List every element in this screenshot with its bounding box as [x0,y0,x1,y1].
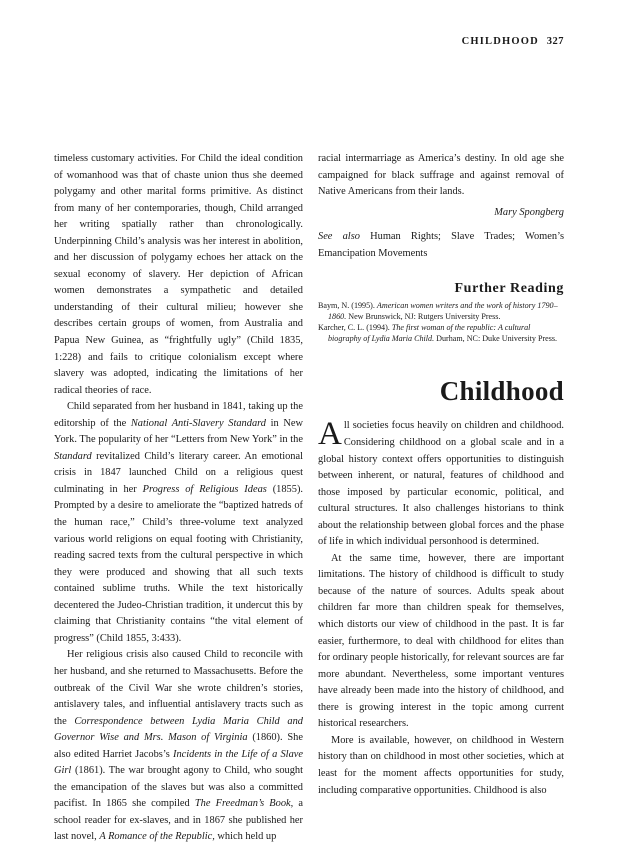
italic-title: The first woman of the republic: A cultural biography of Lydia Maria Child. [328,322,531,343]
running-head-title: CHILDHOOD [461,36,539,47]
text-run: (1860). She also edited Harriet Jacobs’s [54,732,303,760]
paragraph [318,418,564,550]
paragraph: timeless customary activities. For Child the ideal condition of womanhood was that of chaste union thus she deemed polygamy and other marital forms primitive. As distinct from many of her contemporaries, though, Child arranged her writing spatially rather than chronologically. Underpinning Child’s analysis was her interest in abolition, and her discussion of polygamy echoes her attack on the sexual economy of slavery. Her depiction of African women demonstrates a sympathetic and detailed understanding of their cultural milieu; however she describes certain groups of women, from Australia and Papua New Guinea, as “frightfully ugly” (Child 1835, 1:228) and fails to critique colonialism except where slavery was adopted, indicating the limitations of her radical theories of race. [54,153,303,396]
author-signature: Mary Spongberg [494,206,564,218]
text-run: Her religious crisis also caused Child to reconcile with her husband, and she returned to Massachusetts. Before the outbreak of the Civil War she wrote children’s stories, antislavery tales, and influential antislavery tracts such as the [54,649,303,727]
italic-title: Standard [54,450,92,462]
left-column [54,151,303,846]
paragraph: racial intermarriage as America’s destiny. In old age she campaigned for black suffrage and against removal of Native Americans from their lands. [318,153,564,198]
italic-title: American women writers and the work of history 1790–1860. [328,301,558,322]
italic-title: Incidents in the Life of a Slave Girl [54,748,303,777]
see-also [318,229,564,262]
text-run: which held up [214,831,277,843]
page-number: 327 [546,36,564,47]
running-head [462,36,564,47]
right-column [318,151,564,799]
italic-title: National Anti-Slavery Standard [130,417,266,429]
article-title: Childhood [439,376,564,407]
text-run: (1855). Prompted by a desire to ameliorate the “baptized hatreds of the human race,” Child’s three-volume text analyzed various world religions on equal footing with Christianity, reading sacred texts from the cultural perspective in which they were produced and showing that all such texts contained sublime truths. While the text historically decentered the Judeo-Christian tradition, it undercut this by claiming that Christianity contains “the vital element of progress” (Child 1855, 3:433). [54,483,303,644]
text-run: ll societies focus heavily on children and childhood. Considering childhood on a global scale and in a global history context offers opportunities to distinguish between inherent, or natural, features of childhood and those imposed by particular economic, political, and cultural structures. It also challenges historians to think about the relationship between global forces and the phase of life in which individual personhood is determined. [318,420,564,548]
drop-cap: A [318,416,342,453]
reference-list [318,301,564,344]
paragraph [54,647,303,846]
text-run: revitalized Child’s literary career. An emotional crisis in 1847 launched Child on a religious quest culminating in her [54,450,303,495]
italic-title: Correspondence between Lydia Maria Child and Governor Wise and Mrs. Mason of Virginia [54,715,304,744]
further-reading-heading: Further Reading [454,281,564,297]
text-run: Child separated from her husband in 1841, taking up the editorship of the [54,401,303,429]
reference-item [318,323,564,345]
italic-title: The Freedman’s Book, [194,798,294,810]
text-run: Durham, NC: Duke University Press. [434,333,558,343]
see-also-label: See also [318,231,360,243]
paragraph: At the same time, however, there are important limitations. The history of childhood is difficult to study because of the nature of sources. Adults speak about children far more than children speak for themselves, which distorts our view of childhood in the past. It is far easier, furthermore, to deal with childhood for elites than for ordinary people historically, for relevant sources are far more abundant. Nevertheless, some important ventures have already been made into the history of childhood, and there is growing interest in the topic among current historical researchers. [318,552,564,730]
paragraph [54,399,303,647]
text-run: a school reader for ex-slaves, and in 1867 she published her last novel, [54,798,303,843]
italic-title: A Romance of the Republic, [99,831,215,843]
text-run: (1861). The war brought agony to Child, who sought the emancipation of the slaves but was also a committed pacifist. In 1865 she compiled [54,765,303,810]
italic-title: Progress of Religious Ideas [142,483,267,495]
text-run: Baym, N. (1995). [318,301,377,311]
text-run: New Brunswick, NJ: Rutgers University Press. [346,312,501,322]
text-run: Karcher, C. L. (1994). [318,322,392,332]
text-run: in New York. The popularity of her “Letters from New York” in the [54,417,303,446]
see-also-text: Human Rights; Slave Trades; Women’s Emancipation Movements [318,231,564,259]
reference-item [318,301,564,323]
paragraph: More is available, however, on childhood in Western history than on childhood in most other societies, which at least for the moment affects opportunities for study, including comparative opportunities. Childhood is also [318,734,564,796]
